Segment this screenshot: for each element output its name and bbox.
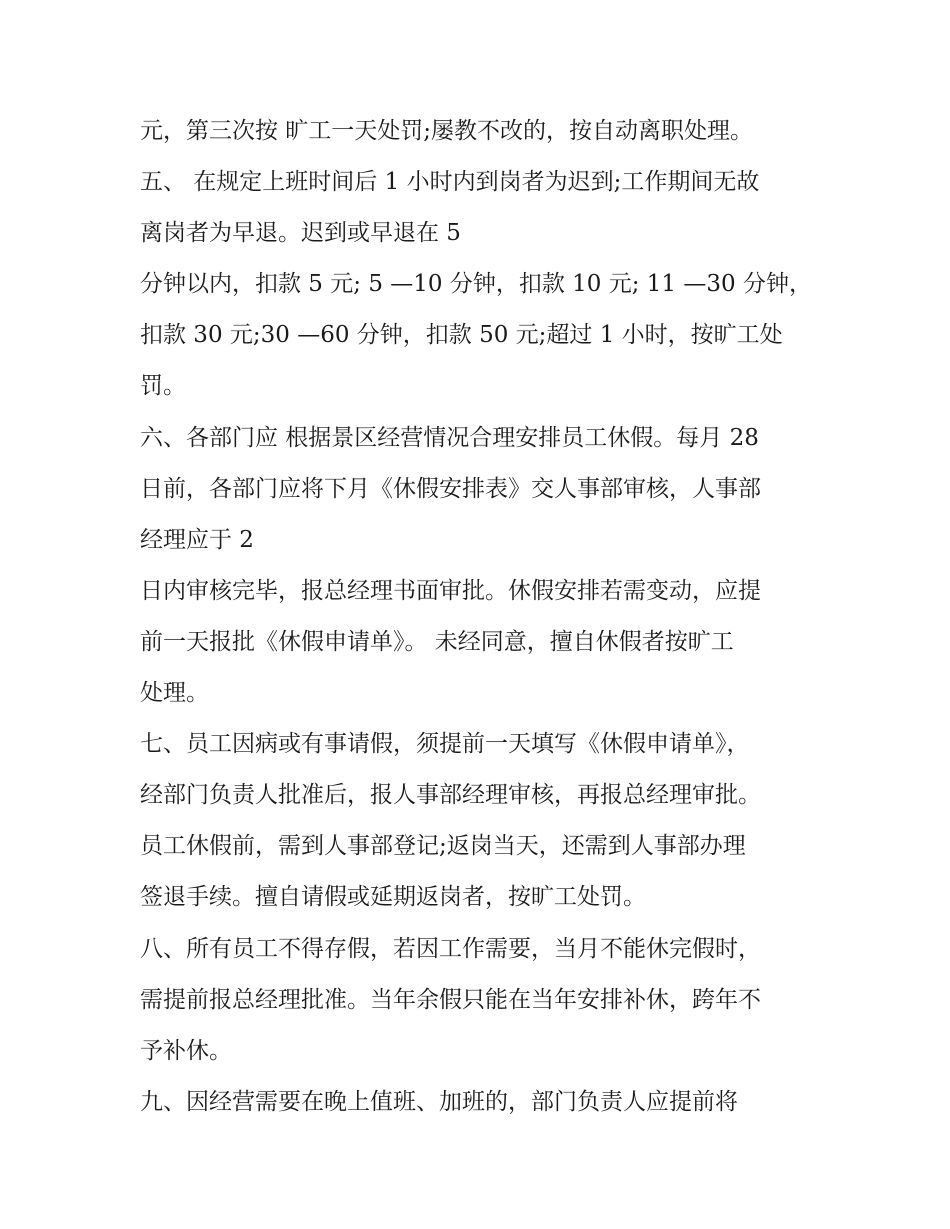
text-line: 九、因经营需要在晚上值班、加班的，部门负责人应提前将 [140,1088,738,1115]
text-line: 七、员工因病或有事请假，须提前一天填写《休假申请单》， [140,731,750,758]
document-body [140,106,840,1128]
text-line: 分钟以内，扣款 5 元; 5 —10 分钟，扣款 10 元; 11 —30 分钟， [140,271,812,298]
text-line: 六、各部门应 根据景区经营情况合理安排员工休假。每月 28 [140,424,759,451]
text-line: 员工休假前，需到人事部登记;返岗当天，还需到人事部办理 [140,833,746,860]
text-line: 日内审核完毕，报总经理书面审批。休假安排若需变动，应提 [140,577,761,604]
text-line: 需提前报总经理批准。当年余假只能在当年安排补休，跨年不 [140,986,761,1013]
text-line: 五、 在规定上班时间后 1 小时内到岗者为迟到;工作期间无故 [140,169,760,196]
text-line: 日前，各部门应将下月《休假安排表》交人事部审核，人事部 [140,475,761,502]
text-line: 处理。 [140,680,209,707]
text-line: 八、所有员工不得存假，若因工作需要，当月不能休完假时， [140,935,761,962]
text-line: 签退手续。擅自请假或延期返岗者，按旷工处罚。 [140,884,646,911]
text-line: 前一天报批《休假申请单》。 未经同意，擅自休假者按旷工 [140,628,734,655]
text-line: 经理应于 2 [140,526,254,553]
text-line: 扣款 30 元;30 —60 分钟，扣款 50 元;超过 1 小时，按旷工处 [140,322,783,349]
text-line: 经部门负责人批准后，报人事部经理审核，再报总经理审批。 [140,782,761,809]
text-line: 罚。 [140,373,186,400]
text-line: 元，第三次按 旷工一天处罚;屡教不改的，按自动离职处理。 [140,118,754,144]
text-line: 离岗者为早退。迟到或早退在 5 [140,220,461,247]
text-line: 予补休。 [140,1037,232,1064]
